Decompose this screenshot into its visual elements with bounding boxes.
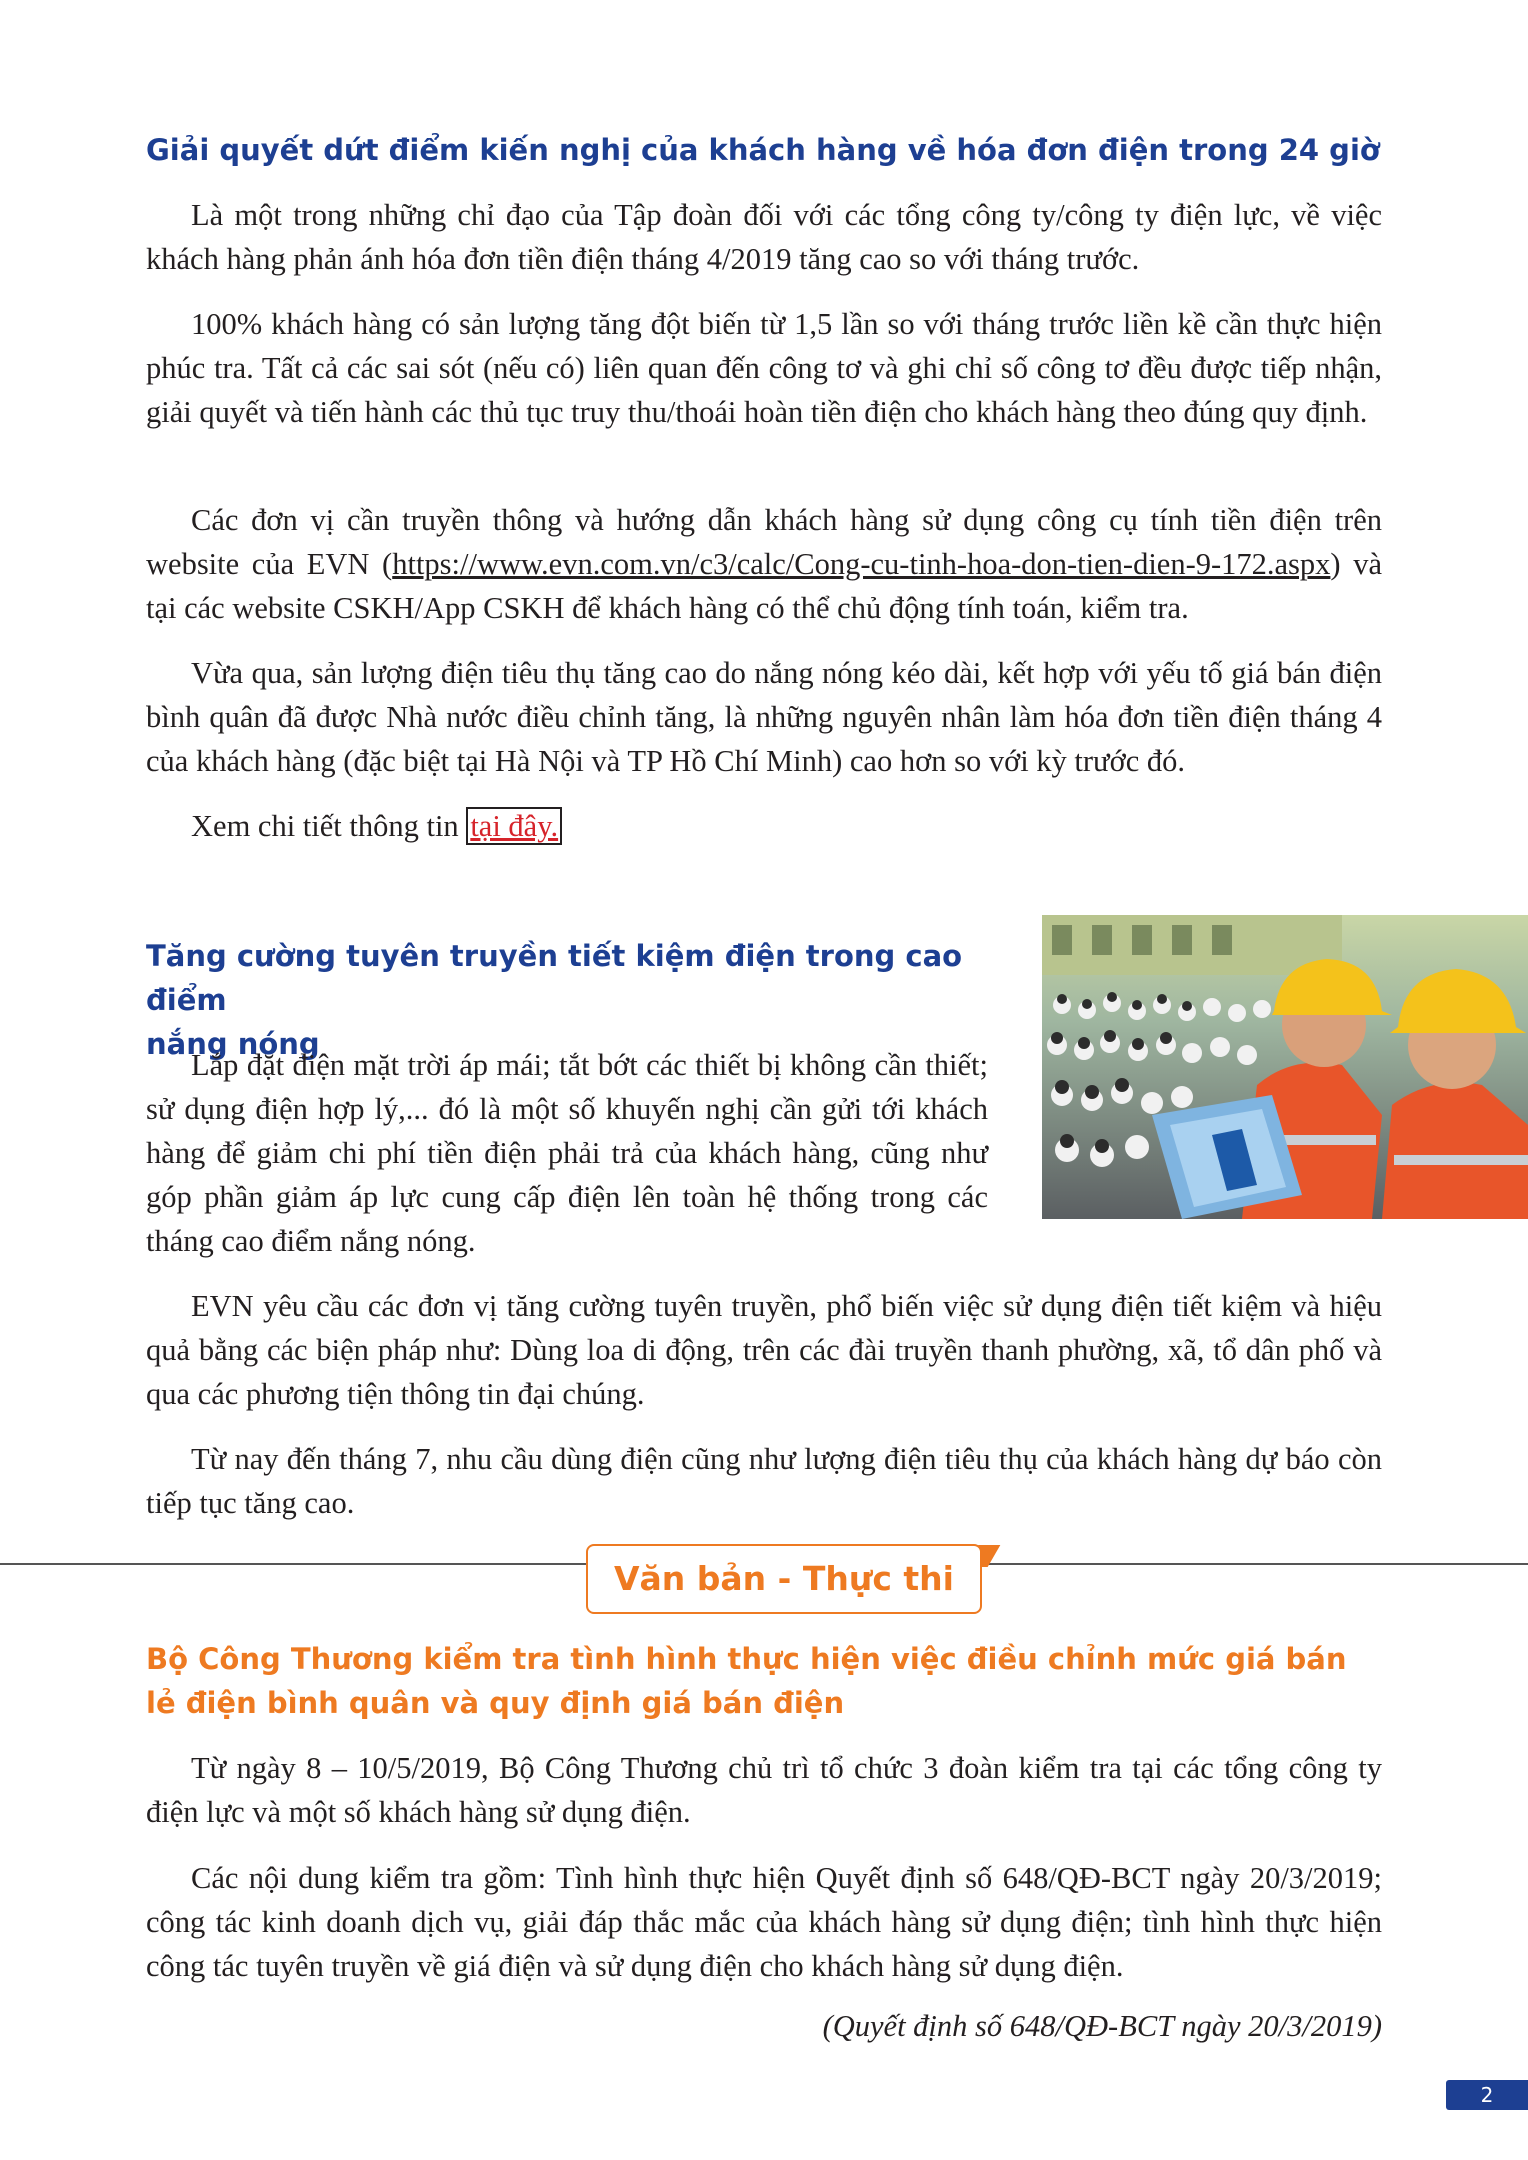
photo-electricians <box>1042 915 1528 1219</box>
paragraph: EVN yêu cầu các đơn vị tăng cường tuyên truyền, phổ biến việc sử dụng điện tiết kiệm và hiệu quả bằng các biện pháp như: Dùng loa di động, trên các đài truyền thanh phường, xã, tổ dân phố và qua các phương tiện thông tin đại chúng. <box>146 1289 1382 1411</box>
section-heading-inspection: Bộ Công Thương kiểm tra tình hình thực hiện việc điều chỉnh mức giá bán lẻ điện bình quân và quy định giá bán điện <box>146 1642 1347 1720</box>
paragraph: Lắp đặt điện mặt trời áp mái; tắt bớt các thiết bị không cần thiết; sử dụng điện hợp lý,... đó là một số khuyến nghị cần gửi tới khách hàng để giảm chi phí tiền điện phải trả của khách hàng, cũng như góp phần giảm áp lực cung cấp điện lên toàn hệ thống trong các tháng cao điểm nắng nóng. <box>146 1048 988 1258</box>
paragraph-text: Xem chi tiết thông tin <box>191 809 459 843</box>
paragraph: Từ nay đến tháng 7, nhu cầu dùng điện cũng như lượng điện tiêu thụ của khách hàng dự báo còn tiếp tục tăng cao. <box>146 1442 1382 1520</box>
see-details-link-box[interactable] <box>466 807 562 845</box>
paragraph: Là một trong những chỉ đạo của Tập đoàn đối với các tổng công ty/công ty điện lực, về việc khách hàng phản ánh hóa đơn tiền điện tháng 4/2019 tăng cao so với tháng trước. <box>146 198 1382 276</box>
paragraph: Các nội dung kiểm tra gồm: Tình hình thực hiện Quyết định số 648/QĐ-BCT ngày 20/3/2019; công tác kinh doanh dịch vụ, giải đáp thắc mắc của khách hàng sử dụng điện; tình hình thực hiện công tác tuyên truyền về giá điện và sử dụng điện cho khách hàng sử dụng điện. <box>146 1861 1382 1983</box>
citation: (Quyết định số 648/QĐ-BCT ngày 20/3/2019) <box>822 2009 1382 2043</box>
paragraph: Từ ngày 8 – 10/5/2019, Bộ Công Thương chủ trì tổ chức 3 đoàn kiểm tra tại các tổng công ty điện lực và một số khách hàng sử dụng điện. <box>146 1751 1382 1829</box>
paragraph-text: ) và tại các website CSKH/App CSKH để khách hàng có thể chủ động tính toán, kiểm tra. <box>146 547 1382 625</box>
paragraph-with-url <box>146 498 1382 630</box>
paragraph: Vừa qua, sản lượng điện tiêu thụ tăng cao do nắng nóng kéo dài, kết hợp với yếu tố giá bán điện bình quân đã được Nhà nước điều chỉnh tăng, là những nguyên nhân làm hóa đơn tiền điện tháng 4 của khách hàng (đặc biệt tại Hà Nội và TP Hồ Chí Minh) cao hơn so với kỳ trước đó. <box>146 656 1382 778</box>
paragraph: 100% khách hàng có sản lượng tăng đột biến từ 1,5 lần so với tháng trước liền kề cần thực hiện phúc tra. Tất cả các sai sót (nếu có) liên quan đến công tơ và ghi chỉ số công tơ đều được tiếp nhận, giải quyết và tiến hành các thủ tục truy thu/thoái hoàn tiền điện cho khách hàng theo đúng quy định. <box>146 307 1382 429</box>
heading-line: nắng nóng <box>146 1027 320 1061</box>
evn-calc-url-link[interactable]: https://www.evn.com.vn/c3/calc/Cong-cu-tinh-hoa-don-tien-dien-9-172.aspx <box>392 547 1331 581</box>
photo-illustration <box>1042 915 1528 1219</box>
see-details-link[interactable]: tại đây. <box>470 809 559 843</box>
page-number: 2 <box>1446 2080 1528 2110</box>
paragraph-text: Các đơn vị cần truyền thông và hướng dẫn khách hàng sử dụng công cụ tính tiền điện trên website của EVN ( <box>146 503 1382 581</box>
section-banner: Văn bản - Thực thi <box>586 1544 982 1614</box>
heading-line: Tăng cường tuyên truyền tiết kiệm điện trong cao điểm <box>146 939 963 1017</box>
section-heading-invoice: Giải quyết dứt điểm kiến nghị của khách hàng về hóa đơn điện trong 24 giờ <box>146 133 1380 167</box>
paragraph-see-more <box>146 804 1382 848</box>
